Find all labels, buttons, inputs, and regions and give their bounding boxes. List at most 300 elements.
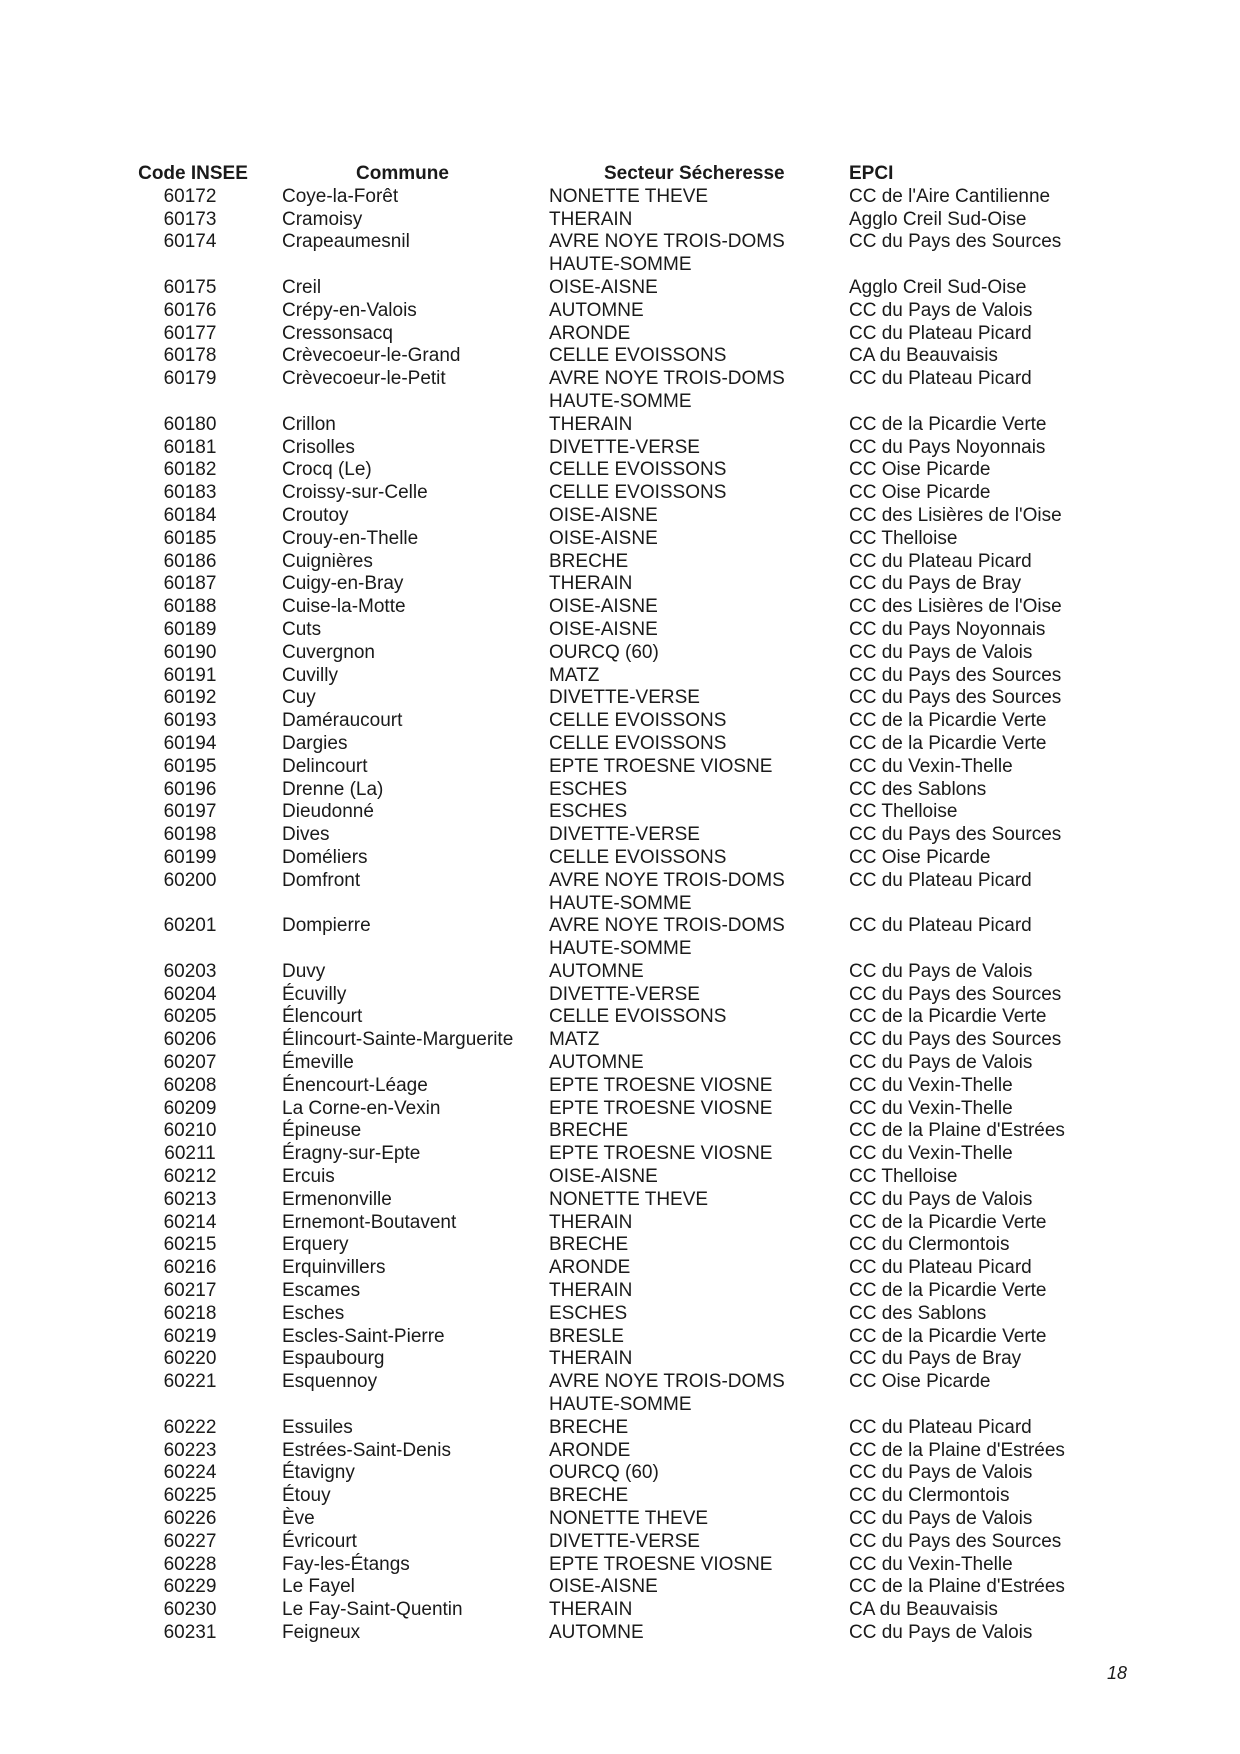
cell-secteur-secheresse: CELLE EVOISSONS bbox=[549, 1006, 727, 1028]
cell-epci: CC du Pays des Sources bbox=[849, 824, 1062, 846]
table-body bbox=[120, 186, 1100, 1645]
cell-commune: Cressonsacq bbox=[282, 322, 393, 344]
table-row bbox=[120, 459, 1100, 482]
cell-commune: Cuy bbox=[282, 687, 316, 709]
cell-secteur-secheresse: BRECHE bbox=[549, 1416, 629, 1438]
cell-code-insee: 60212 bbox=[163, 1166, 217, 1188]
cell-code-insee: 60175 bbox=[163, 276, 217, 298]
table-row bbox=[120, 1098, 1100, 1121]
cell-code-insee: 60205 bbox=[163, 1006, 217, 1028]
cell-epci: CC des Lisières de l'Oise bbox=[849, 596, 1062, 618]
cell-epci: CA du Beauvaisis bbox=[849, 345, 998, 367]
cell-secteur-secheresse: AUTOMNE bbox=[549, 1622, 644, 1643]
cell-secteur-secheresse: CELLE EVOISSONS bbox=[549, 846, 727, 868]
cell-code-insee: 60179 bbox=[163, 368, 217, 390]
cell-code-insee: 60191 bbox=[163, 664, 217, 686]
table-row bbox=[120, 1326, 1100, 1349]
table-row bbox=[120, 1417, 1100, 1440]
cell-secteur-secheresse: THERAIN bbox=[549, 1599, 633, 1621]
cell-epci: CC du Pays de Valois bbox=[849, 1622, 1033, 1643]
cell-epci: CC de la Picardie Verte bbox=[849, 413, 1047, 435]
cell-commune: Cuigy-en-Bray bbox=[282, 573, 404, 595]
cell-commune: Creil bbox=[282, 276, 322, 298]
cell-code-insee: 60228 bbox=[163, 1553, 217, 1575]
commune-table bbox=[120, 163, 1100, 1645]
cell-epci: CC de la Picardie Verte bbox=[849, 1006, 1047, 1028]
cell-epci: CC de la Picardie Verte bbox=[849, 1325, 1047, 1347]
table-row bbox=[120, 1052, 1100, 1075]
cell-code-insee: 60178 bbox=[163, 345, 217, 367]
cell-commune: Dompierre bbox=[282, 915, 371, 937]
cell-commune: Écuvilly bbox=[282, 983, 347, 1005]
cell-commune: Le Fay-Saint-Quentin bbox=[282, 1599, 463, 1621]
table-row bbox=[120, 231, 1100, 277]
cell-secteur-secheresse: BRECHE bbox=[549, 1234, 629, 1256]
cell-code-insee: 60229 bbox=[163, 1576, 217, 1598]
cell-commune: Cuvergnon bbox=[282, 641, 375, 663]
cell-secteur-secheresse: AVRE NOYE TROIS-DOMS HAUTE-SOMME bbox=[549, 231, 785, 276]
cell-epci: CC du Pays de Valois bbox=[849, 960, 1033, 982]
cell-commune: La Corne-en-Vexin bbox=[282, 1097, 441, 1119]
cell-secteur-secheresse: THERAIN bbox=[549, 1348, 633, 1370]
table-row bbox=[120, 505, 1100, 528]
cell-epci: CC Oise Picarde bbox=[849, 1371, 991, 1393]
table-row bbox=[120, 1166, 1100, 1189]
table-row bbox=[120, 710, 1100, 733]
table-row bbox=[120, 1120, 1100, 1143]
cell-commune: Essuiles bbox=[282, 1416, 353, 1438]
table-row bbox=[120, 1440, 1100, 1463]
cell-secteur-secheresse: MATZ bbox=[549, 1029, 600, 1051]
table-row bbox=[120, 368, 1100, 414]
cell-secteur-secheresse: DIVETTE-VERSE bbox=[549, 436, 700, 458]
cell-code-insee: 60197 bbox=[163, 801, 217, 823]
cell-epci: CC du Vexin-Thelle bbox=[849, 1143, 1013, 1165]
cell-secteur-secheresse: NONETTE THEVE bbox=[549, 185, 709, 207]
cell-epci: CC de la Plaine d'Estrées bbox=[849, 1120, 1065, 1142]
cell-secteur-secheresse: CELLE EVOISSONS bbox=[549, 459, 727, 481]
cell-secteur-secheresse: OISE-AISNE bbox=[549, 618, 658, 640]
table-row bbox=[120, 1508, 1100, 1531]
table-row bbox=[120, 1280, 1100, 1303]
cell-secteur-secheresse: AVRE NOYE TROIS-DOMS HAUTE-SOMME bbox=[549, 368, 785, 412]
table-row bbox=[120, 1485, 1100, 1508]
cell-epci: CC du Pays de Valois bbox=[849, 1052, 1033, 1074]
cell-code-insee: 60214 bbox=[163, 1211, 217, 1233]
cell-epci: CC du Pays de Bray bbox=[849, 1348, 1022, 1370]
cell-commune: Crisolles bbox=[282, 436, 355, 458]
cell-epci: CC du Plateau Picard bbox=[849, 915, 1032, 937]
cell-secteur-secheresse: OISE-AISNE bbox=[549, 596, 658, 618]
cell-secteur-secheresse: THERAIN bbox=[549, 1280, 633, 1302]
cell-commune: Coye-la-Forêt bbox=[282, 185, 399, 207]
cell-secteur-secheresse: MATZ bbox=[549, 664, 600, 686]
cell-code-insee: 60180 bbox=[163, 413, 217, 435]
table-row bbox=[120, 1189, 1100, 1212]
cell-secteur-secheresse: AVRE NOYE TROIS-DOMS HAUTE-SOMME bbox=[549, 1371, 785, 1416]
cell-secteur-secheresse: DIVETTE-VERSE bbox=[549, 983, 700, 1005]
table-row bbox=[120, 1576, 1100, 1599]
cell-commune: Ernemont-Boutavent bbox=[282, 1211, 457, 1233]
cell-code-insee: 60184 bbox=[163, 504, 217, 526]
cell-commune: Espaubourg bbox=[282, 1348, 385, 1370]
table-row bbox=[120, 1257, 1100, 1280]
header-commune: Commune bbox=[356, 163, 449, 184]
cell-commune: Doméliers bbox=[282, 846, 368, 868]
cell-commune: Étouy bbox=[282, 1485, 331, 1507]
cell-commune: Delincourt bbox=[282, 755, 368, 777]
table-row bbox=[120, 573, 1100, 596]
cell-secteur-secheresse: ARONDE bbox=[549, 1439, 631, 1461]
cell-secteur-secheresse: NONETTE THEVE bbox=[549, 1188, 709, 1210]
cell-commune: Cuts bbox=[282, 618, 322, 640]
cell-commune: Dives bbox=[282, 824, 330, 846]
cell-commune: Évricourt bbox=[282, 1530, 357, 1552]
table-row bbox=[120, 733, 1100, 756]
cell-epci: CC du Pays de Bray bbox=[849, 573, 1022, 595]
table-row bbox=[120, 551, 1100, 574]
cell-secteur-secheresse: BRECHE bbox=[549, 1485, 629, 1507]
cell-code-insee: 60192 bbox=[163, 687, 217, 709]
cell-commune: Élencourt bbox=[282, 1006, 363, 1028]
cell-commune: Éragny-sur-Epte bbox=[282, 1143, 421, 1165]
cell-epci: CC de la Picardie Verte bbox=[849, 1211, 1047, 1233]
table-row bbox=[120, 414, 1100, 437]
cell-epci: CC de la Picardie Verte bbox=[849, 1280, 1047, 1302]
cell-epci: CC du Vexin-Thelle bbox=[849, 755, 1013, 777]
cell-commune: Escles-Saint-Pierre bbox=[282, 1325, 445, 1347]
table-row bbox=[120, 1599, 1100, 1622]
cell-code-insee: 60189 bbox=[163, 618, 217, 640]
cell-commune: Émeville bbox=[282, 1052, 354, 1074]
cell-code-insee: 60227 bbox=[163, 1530, 217, 1552]
cell-commune: Drenne (La) bbox=[282, 778, 384, 800]
cell-epci: CA du Beauvaisis bbox=[849, 1599, 998, 1621]
table-row bbox=[120, 801, 1100, 824]
table-row bbox=[120, 345, 1100, 368]
cell-commune: Crépy-en-Valois bbox=[282, 299, 417, 321]
cell-secteur-secheresse: ARONDE bbox=[549, 1257, 631, 1279]
cell-code-insee: 60219 bbox=[163, 1325, 217, 1347]
table-row bbox=[120, 482, 1100, 505]
table-row bbox=[120, 1029, 1100, 1052]
table-row bbox=[120, 824, 1100, 847]
table-row bbox=[120, 209, 1100, 232]
table-row bbox=[120, 323, 1100, 346]
table-row bbox=[120, 619, 1100, 642]
cell-secteur-secheresse: THERAIN bbox=[549, 573, 633, 595]
cell-code-insee: 60217 bbox=[163, 1280, 217, 1302]
table-row bbox=[120, 300, 1100, 323]
cell-secteur-secheresse: OURCQ (60) bbox=[549, 641, 659, 663]
cell-secteur-secheresse: NONETTE THEVE bbox=[549, 1508, 709, 1530]
cell-code-insee: 60200 bbox=[163, 869, 217, 891]
cell-commune: Ercuis bbox=[282, 1166, 335, 1188]
cell-commune: Cuise-la-Motte bbox=[282, 596, 406, 618]
table-row bbox=[120, 186, 1100, 209]
cell-secteur-secheresse: EPTE TROESNE VIOSNE bbox=[549, 1074, 773, 1096]
cell-commune: Erquinvillers bbox=[282, 1257, 386, 1279]
cell-epci: CC du Plateau Picard bbox=[849, 1257, 1032, 1279]
cell-code-insee: 60190 bbox=[163, 641, 217, 663]
table-row bbox=[120, 1462, 1100, 1485]
cell-commune: Dieudonné bbox=[282, 801, 374, 823]
cell-epci: CC du Pays de Valois bbox=[849, 641, 1033, 663]
cell-commune: Daméraucourt bbox=[282, 710, 403, 732]
cell-code-insee: 60181 bbox=[163, 436, 217, 458]
cell-code-insee: 60182 bbox=[163, 459, 217, 481]
cell-epci: CC du Clermontois bbox=[849, 1485, 1010, 1507]
table-row bbox=[120, 1075, 1100, 1098]
table-row bbox=[120, 870, 1100, 916]
cell-epci: CC Thelloise bbox=[849, 527, 958, 549]
cell-code-insee: 60225 bbox=[163, 1485, 217, 1507]
cell-epci: CC du Plateau Picard bbox=[849, 550, 1032, 572]
cell-commune: Domfront bbox=[282, 869, 361, 891]
cell-commune: Fay-les-Étangs bbox=[282, 1553, 410, 1575]
cell-epci: CC du Pays des Sources bbox=[849, 1029, 1062, 1051]
cell-code-insee: 60207 bbox=[163, 1052, 217, 1074]
cell-epci: Agglo Creil Sud-Oise bbox=[849, 276, 1027, 298]
table-row bbox=[120, 1554, 1100, 1577]
cell-commune: Ève bbox=[282, 1508, 315, 1530]
cell-code-insee: 60222 bbox=[163, 1416, 217, 1438]
cell-commune: Esches bbox=[282, 1302, 345, 1324]
header-code-insee: Code INSEE bbox=[138, 163, 248, 184]
header-secteur-secheresse: Secteur Sécheresse bbox=[604, 163, 785, 184]
cell-secteur-secheresse: EPTE TROESNE VIOSNE bbox=[549, 1553, 773, 1575]
cell-epci: CC du Clermontois bbox=[849, 1234, 1010, 1256]
cell-epci: CC du Vexin-Thelle bbox=[849, 1553, 1013, 1575]
cell-commune: Croissy-sur-Celle bbox=[282, 482, 428, 504]
cell-epci: CC Oise Picarde bbox=[849, 846, 991, 868]
cell-secteur-secheresse: ESCHES bbox=[549, 1302, 628, 1324]
header-epci: EPCI bbox=[849, 163, 894, 184]
cell-commune: Le Fayel bbox=[282, 1576, 355, 1598]
cell-code-insee: 60221 bbox=[163, 1371, 217, 1393]
table-row bbox=[120, 779, 1100, 802]
cell-commune: Crillon bbox=[282, 413, 336, 435]
cell-commune: Duvy bbox=[282, 960, 326, 982]
table-row bbox=[120, 437, 1100, 460]
cell-code-insee: 60186 bbox=[163, 550, 217, 572]
cell-epci: CC du Plateau Picard bbox=[849, 1416, 1032, 1438]
cell-secteur-secheresse: EPTE TROESNE VIOSNE bbox=[549, 1143, 773, 1165]
cell-code-insee: 60226 bbox=[163, 1508, 217, 1530]
cell-code-insee: 60213 bbox=[163, 1188, 217, 1210]
cell-secteur-secheresse: ESCHES bbox=[549, 778, 628, 800]
cell-epci: CC Oise Picarde bbox=[849, 459, 991, 481]
cell-secteur-secheresse: OISE-AISNE bbox=[549, 1576, 658, 1598]
cell-secteur-secheresse: AUTOMNE bbox=[549, 1052, 644, 1074]
cell-epci: CC de la Plaine d'Estrées bbox=[849, 1439, 1065, 1461]
cell-epci: CC du Pays des Sources bbox=[849, 231, 1062, 253]
cell-epci: CC du Pays Noyonnais bbox=[849, 436, 1046, 458]
cell-epci: CC du Pays Noyonnais bbox=[849, 618, 1046, 640]
cell-secteur-secheresse: AVRE NOYE TROIS-DOMS HAUTE-SOMME bbox=[549, 869, 785, 914]
cell-commune: Escames bbox=[282, 1280, 361, 1302]
cell-epci: CC de l'Aire Cantilienne bbox=[849, 185, 1051, 207]
cell-commune: Énencourt-Léage bbox=[282, 1074, 428, 1096]
table-row bbox=[120, 596, 1100, 619]
cell-secteur-secheresse: CELLE EVOISSONS bbox=[549, 732, 727, 754]
table-row bbox=[120, 1143, 1100, 1166]
cell-code-insee: 60230 bbox=[163, 1599, 217, 1621]
cell-secteur-secheresse: BRECHE bbox=[549, 550, 629, 572]
cell-secteur-secheresse: OISE-AISNE bbox=[549, 504, 658, 526]
cell-commune: Feigneux bbox=[282, 1622, 361, 1643]
cell-code-insee: 60174 bbox=[163, 231, 217, 253]
cell-commune: Cramoisy bbox=[282, 208, 363, 230]
cell-secteur-secheresse: DIVETTE-VERSE bbox=[549, 1530, 700, 1552]
cell-secteur-secheresse: BRESLE bbox=[549, 1325, 624, 1347]
table-row bbox=[120, 277, 1100, 300]
cell-code-insee: 60224 bbox=[163, 1462, 217, 1484]
cell-secteur-secheresse: EPTE TROESNE VIOSNE bbox=[549, 755, 773, 777]
cell-code-insee: 60203 bbox=[163, 960, 217, 982]
cell-epci: CC Thelloise bbox=[849, 801, 958, 823]
cell-code-insee: 60187 bbox=[163, 573, 217, 595]
cell-epci: CC des Sablons bbox=[849, 778, 987, 800]
table-row bbox=[120, 1622, 1100, 1645]
cell-code-insee: 60177 bbox=[163, 322, 217, 344]
table-row bbox=[120, 961, 1100, 984]
cell-secteur-secheresse: THERAIN bbox=[549, 1211, 633, 1233]
page-number: 18 bbox=[1107, 1663, 1128, 1683]
cell-epci: CC de la Picardie Verte bbox=[849, 710, 1047, 732]
table-row bbox=[120, 847, 1100, 870]
cell-epci: CC du Pays de Valois bbox=[849, 1508, 1033, 1530]
table-row bbox=[120, 1212, 1100, 1235]
cell-epci: Agglo Creil Sud-Oise bbox=[849, 208, 1027, 230]
table-row bbox=[120, 1531, 1100, 1554]
cell-epci: CC du Vexin-Thelle bbox=[849, 1097, 1013, 1119]
cell-secteur-secheresse: DIVETTE-VERSE bbox=[549, 687, 700, 709]
cell-code-insee: 60195 bbox=[163, 755, 217, 777]
cell-code-insee: 60204 bbox=[163, 983, 217, 1005]
cell-code-insee: 60231 bbox=[163, 1622, 217, 1643]
cell-commune: Croutoy bbox=[282, 504, 349, 526]
table-row bbox=[120, 756, 1100, 779]
cell-commune: Ermenonville bbox=[282, 1188, 392, 1210]
cell-commune: Cuvilly bbox=[282, 664, 338, 686]
cell-secteur-secheresse: OURCQ (60) bbox=[549, 1462, 659, 1484]
table-row bbox=[120, 1348, 1100, 1371]
cell-commune: Esquennoy bbox=[282, 1371, 378, 1393]
table-header-row bbox=[120, 163, 1100, 186]
cell-secteur-secheresse: EPTE TROESNE VIOSNE bbox=[549, 1097, 773, 1119]
cell-secteur-secheresse: OISE-AISNE bbox=[549, 1166, 658, 1188]
table-row bbox=[120, 1303, 1100, 1326]
cell-code-insee: 60173 bbox=[163, 208, 217, 230]
table-row bbox=[120, 665, 1100, 688]
cell-epci: CC du Vexin-Thelle bbox=[849, 1074, 1013, 1096]
cell-commune: Étavigny bbox=[282, 1462, 355, 1484]
cell-epci: CC du Pays des Sources bbox=[849, 687, 1062, 709]
cell-commune: Élincourt-Sainte-Marguerite bbox=[282, 1029, 514, 1051]
cell-commune: Estrées-Saint-Denis bbox=[282, 1439, 451, 1461]
table-row bbox=[120, 1234, 1100, 1257]
cell-code-insee: 60193 bbox=[163, 710, 217, 732]
cell-code-insee: 60216 bbox=[163, 1257, 217, 1279]
cell-epci: CC des Sablons bbox=[849, 1302, 987, 1324]
cell-commune: Dargies bbox=[282, 732, 348, 754]
cell-secteur-secheresse: ARONDE bbox=[549, 322, 631, 344]
cell-commune: Crapeaumesnil bbox=[282, 231, 410, 253]
table-row bbox=[120, 687, 1100, 710]
cell-secteur-secheresse: THERAIN bbox=[549, 208, 633, 230]
cell-secteur-secheresse: THERAIN bbox=[549, 413, 633, 435]
cell-code-insee: 60218 bbox=[163, 1302, 217, 1324]
cell-code-insee: 60220 bbox=[163, 1348, 217, 1370]
cell-epci: CC de la Picardie Verte bbox=[849, 732, 1047, 754]
cell-code-insee: 60223 bbox=[163, 1439, 217, 1461]
cell-code-insee: 60188 bbox=[163, 596, 217, 618]
cell-secteur-secheresse: DIVETTE-VERSE bbox=[549, 824, 700, 846]
cell-commune: Crèvecoeur-le-Petit bbox=[282, 368, 446, 390]
cell-code-insee: 60209 bbox=[163, 1097, 217, 1119]
cell-epci: CC du Pays de Valois bbox=[849, 299, 1033, 321]
cell-secteur-secheresse: AUTOMNE bbox=[549, 960, 644, 982]
cell-epci: CC des Lisières de l'Oise bbox=[849, 504, 1062, 526]
cell-epci: CC Oise Picarde bbox=[849, 482, 991, 504]
cell-epci: CC du Pays des Sources bbox=[849, 1530, 1062, 1552]
cell-secteur-secheresse: CELLE EVOISSONS bbox=[549, 345, 727, 367]
cell-secteur-secheresse: ESCHES bbox=[549, 801, 628, 823]
cell-epci: CC du Pays de Valois bbox=[849, 1188, 1033, 1210]
cell-commune: Cuignières bbox=[282, 550, 373, 572]
cell-code-insee: 60185 bbox=[163, 527, 217, 549]
cell-code-insee: 60198 bbox=[163, 824, 217, 846]
cell-secteur-secheresse: CELLE EVOISSONS bbox=[549, 710, 727, 732]
cell-code-insee: 60176 bbox=[163, 299, 217, 321]
cell-code-insee: 60211 bbox=[164, 1143, 216, 1165]
cell-epci: CC de la Plaine d'Estrées bbox=[849, 1576, 1065, 1598]
cell-secteur-secheresse: OISE-AISNE bbox=[549, 276, 658, 298]
cell-secteur-secheresse: CELLE EVOISSONS bbox=[549, 482, 727, 504]
cell-code-insee: 60206 bbox=[163, 1029, 217, 1051]
cell-code-insee: 60201 bbox=[163, 915, 217, 937]
cell-commune: Crouy-en-Thelle bbox=[282, 527, 419, 549]
cell-commune: Crocq (Le) bbox=[282, 459, 372, 481]
cell-code-insee: 60215 bbox=[163, 1234, 217, 1256]
table-row bbox=[120, 528, 1100, 551]
cell-epci: CC du Pays des Sources bbox=[849, 983, 1062, 1005]
cell-secteur-secheresse: OISE-AISNE bbox=[549, 527, 658, 549]
table-row bbox=[120, 984, 1100, 1007]
cell-commune: Erquery bbox=[282, 1234, 349, 1256]
table-row bbox=[120, 1371, 1100, 1417]
cell-epci: CC Thelloise bbox=[849, 1166, 958, 1188]
cell-epci: CC du Plateau Picard bbox=[849, 368, 1032, 390]
cell-epci: CC du Plateau Picard bbox=[849, 322, 1032, 344]
cell-code-insee: 60199 bbox=[163, 846, 217, 868]
cell-code-insee: 60196 bbox=[163, 778, 217, 800]
table-row bbox=[120, 915, 1100, 961]
cell-code-insee: 60194 bbox=[163, 732, 217, 754]
cell-secteur-secheresse: AUTOMNE bbox=[549, 299, 644, 321]
cell-epci: CC du Pays des Sources bbox=[849, 664, 1062, 686]
cell-code-insee: 60208 bbox=[163, 1074, 217, 1096]
cell-secteur-secheresse: AVRE NOYE TROIS-DOMS HAUTE-SOMME bbox=[549, 915, 785, 960]
cell-epci: CC du Plateau Picard bbox=[849, 869, 1032, 891]
table-row bbox=[120, 642, 1100, 665]
cell-code-insee: 60172 bbox=[163, 185, 217, 207]
cell-code-insee: 60210 bbox=[163, 1120, 217, 1142]
cell-commune: Épineuse bbox=[282, 1120, 362, 1142]
cell-commune: Crèvecoeur-le-Grand bbox=[282, 345, 461, 367]
cell-secteur-secheresse: BRECHE bbox=[549, 1120, 629, 1142]
